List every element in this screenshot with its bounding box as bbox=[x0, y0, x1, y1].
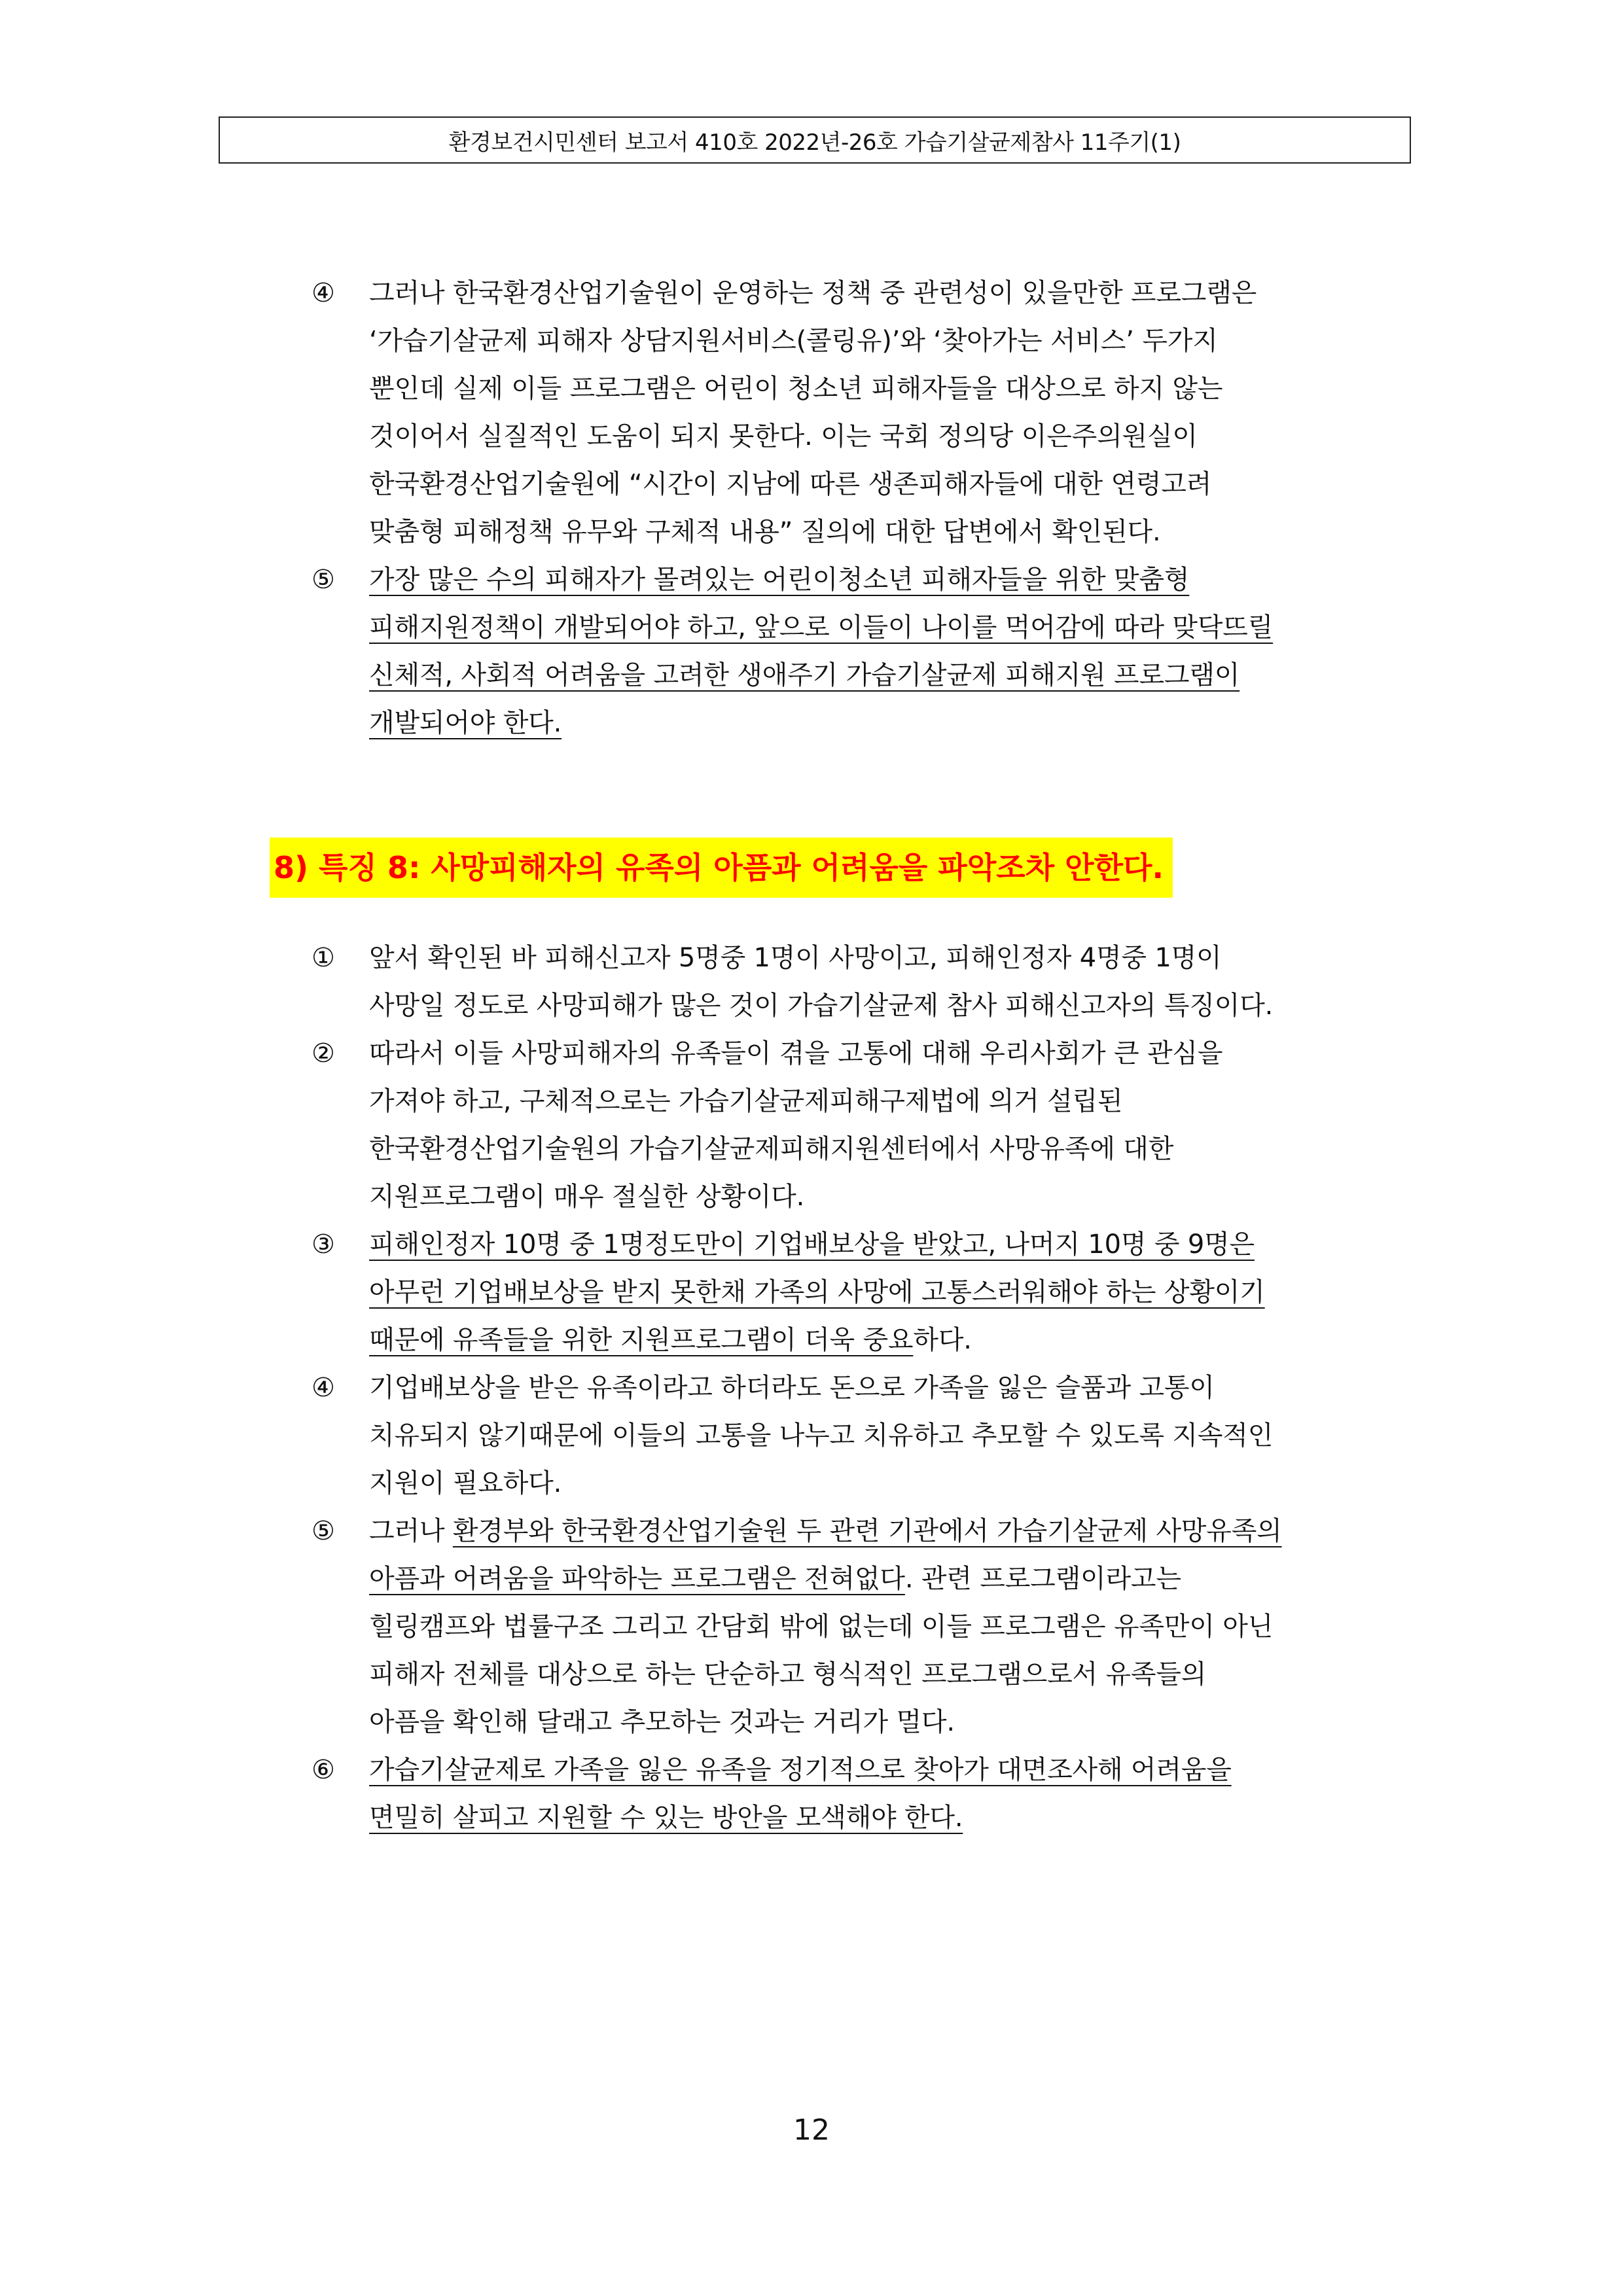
item-text bbox=[369, 1221, 1455, 1364]
plain-text: 아픔을 확인해 달래고 추모하는 것과는 거리가 멀다. bbox=[369, 1707, 955, 1737]
underlined-text: 면밀히 살피고 지원할 수 있는 방안을 모색해야 한다. bbox=[369, 1803, 963, 1833]
plain-text: 따라서 이들 사망피해자의 유족들이 겪을 고통에 대해 우리사회가 큰 관심을 bbox=[369, 1038, 1223, 1069]
list-item bbox=[312, 556, 1411, 747]
text-line bbox=[369, 1316, 1455, 1364]
plain-text: 앞서 확인된 바 피해신고자 5명중 1명이 사망이고, 피해인정자 4명중 1명이 bbox=[369, 943, 1222, 973]
underlined-text: 아픔과 어려움을 파악하는 프로그램은 전혀없다 bbox=[369, 1564, 905, 1594]
item-number: ③ bbox=[312, 1229, 335, 1260]
plain-text: 가져야 하고, 구체적으로는 가습기살균제피해구제법에 의거 설립된 bbox=[369, 1086, 1123, 1116]
plain-text: 사망일 정도로 사망피해가 많은 것이 가습기살균제 참사 피해신고자의 특징이다. bbox=[369, 991, 1274, 1021]
plain-text: 것이어서 실질적인 도움이 되지 못한다. 이는 국회 정의당 이은주의원실이 bbox=[369, 421, 1198, 451]
text-line bbox=[369, 1173, 1455, 1221]
text-line bbox=[369, 1125, 1455, 1173]
underlined-text: 환경부와 한국환경산업기술원 두 관련 기관에서 가습기살균제 사망유족의 bbox=[452, 1516, 1282, 1546]
list-item bbox=[312, 1364, 1411, 1508]
item-text bbox=[369, 1030, 1455, 1221]
text-line bbox=[369, 1746, 1455, 1794]
underlined-text: 때문에 유족들을 위한 지원프로그램이 더욱 중요 bbox=[369, 1325, 914, 1355]
text-line bbox=[369, 1460, 1455, 1508]
text-line bbox=[369, 699, 1455, 747]
plain-text: 한국환경산업기술원의 가습기살균제피해지원센터에서 사망유족에 대한 bbox=[369, 1134, 1174, 1164]
text-line bbox=[369, 652, 1455, 699]
list-item bbox=[312, 934, 1411, 1030]
item-number: ④ bbox=[312, 278, 335, 308]
item-number: ⑥ bbox=[312, 1755, 335, 1785]
text-line bbox=[369, 1078, 1455, 1125]
text-line bbox=[369, 1794, 1455, 1842]
text-line bbox=[369, 1699, 1455, 1746]
report-header bbox=[219, 116, 1411, 164]
item-text bbox=[369, 1508, 1455, 1746]
text-line bbox=[369, 982, 1455, 1030]
plain-text: 기업배보상을 받은 유족이라고 하더라도 돈으로 가족을 잃은 슬품과 고통이 bbox=[369, 1373, 1215, 1403]
page-number: 12 bbox=[793, 2113, 830, 2147]
list-item bbox=[312, 1030, 1411, 1221]
item-text bbox=[369, 1746, 1455, 1842]
text-line bbox=[369, 270, 1455, 317]
plain-text: ‘가습기살균제 피해자 상담지원서비스(콜링유)’와 ‘찾아가는 서비스’ 두가지 bbox=[369, 326, 1218, 356]
text-line bbox=[369, 1364, 1455, 1412]
underlined-text: 가장 많은 수의 피해자가 몰려있는 어린이청소년 피해자들을 위한 맞춤형 bbox=[369, 565, 1190, 595]
plain-text: 한국환경산업기술원에 “시간이 지남에 따른 생존피해자들에 대한 연령고려 bbox=[369, 469, 1212, 499]
underlined-text: 신체적, 사회적 어려움을 고려한 생애주기 가습기살균제 피해지원 프로그램이 bbox=[369, 660, 1240, 690]
section-heading-8 bbox=[270, 838, 1173, 898]
text-line bbox=[369, 508, 1455, 556]
underlined-text: 아무런 기업배보상을 받지 못한채 가족의 사망에 고통스러워해야 하는 상황이기 bbox=[369, 1277, 1265, 1307]
item-text bbox=[369, 934, 1455, 1030]
text-line bbox=[369, 365, 1455, 413]
text-line bbox=[369, 556, 1455, 604]
plain-text: 지원프로그램이 매우 절실한 상황이다. bbox=[369, 1182, 805, 1212]
underlined-text: 피해인정자 10명 중 1명정도만이 기업배보상을 받았고, 나머지 10명 중 9명은 bbox=[369, 1229, 1255, 1260]
plain-text: 맞춤형 피해정책 유무와 구체적 내용” 질의에 대한 답변에서 확인된다. bbox=[369, 517, 1161, 547]
item-number: ⑤ bbox=[312, 565, 335, 595]
text-line bbox=[369, 1221, 1455, 1269]
list-item bbox=[312, 1746, 1411, 1842]
plain-text: 뿐인데 실제 이들 프로그램은 어린이 청소년 피해자들을 대상으로 하지 않는 bbox=[369, 374, 1223, 404]
text-line bbox=[369, 461, 1455, 508]
text-line bbox=[369, 604, 1455, 652]
report-header-text: 환경보건시민센터 보고서 410호 2022년-26호 가습기살균제참사 11주기(1) bbox=[448, 129, 1181, 156]
list-item bbox=[312, 270, 1411, 556]
item-number: ④ bbox=[312, 1373, 335, 1403]
text-line bbox=[369, 1508, 1455, 1555]
plain-text: 그러나 한국환경산업기술원이 운영하는 정책 중 관련성이 있을만한 프로그램은 bbox=[369, 278, 1257, 308]
section-heading-text: 8) 특징 8: 사망피해자의 유족의 아픔과 어려움을 파악조차 안한다. bbox=[274, 850, 1164, 885]
plain-text: 힐링캠프와 법률구조 그리고 간담회 밖에 없는데 이들 프로그램은 유족만이 아닌 bbox=[369, 1612, 1274, 1642]
item-text bbox=[369, 270, 1455, 556]
plain-text: 그러나 bbox=[369, 1516, 453, 1546]
text-line bbox=[369, 317, 1455, 365]
plain-text: 치유되지 않기때문에 이들의 고통을 나누고 치유하고 추모할 수 있도록 지속적인 bbox=[369, 1421, 1274, 1451]
item-number: ⑤ bbox=[312, 1516, 335, 1546]
text-line bbox=[369, 1651, 1455, 1699]
item-text bbox=[369, 1364, 1455, 1508]
plain-text: 하다. bbox=[913, 1325, 972, 1355]
plain-text: 지원이 필요하다. bbox=[369, 1468, 562, 1498]
text-line bbox=[369, 934, 1455, 982]
text-line bbox=[369, 1555, 1455, 1603]
list-item bbox=[312, 1221, 1411, 1364]
item-number: ① bbox=[312, 943, 335, 973]
list-item bbox=[312, 1508, 1411, 1746]
text-line bbox=[369, 413, 1455, 461]
plain-text: 피해자 전체를 대상으로 하는 단순하고 형식적인 프로그램으로서 유족들의 bbox=[369, 1659, 1207, 1689]
item-number: ② bbox=[312, 1038, 335, 1069]
text-line bbox=[369, 1412, 1455, 1460]
text-line bbox=[369, 1269, 1455, 1316]
underlined-text: 개발되어야 한다. bbox=[369, 708, 562, 738]
underlined-text: 가습기살균제로 가족을 잃은 유족을 정기적으로 찾아가 대면조사해 어려움을 bbox=[369, 1755, 1232, 1785]
text-line bbox=[369, 1603, 1455, 1651]
plain-text: . 관련 프로그램이라고는 bbox=[904, 1564, 1181, 1594]
item-text bbox=[369, 556, 1455, 747]
text-line bbox=[369, 1030, 1455, 1078]
underlined-text: 피해지원정책이 개발되어야 하고, 앞으로 이들이 나이를 먹어감에 따라 맞닥뜨릴 bbox=[369, 612, 1274, 643]
